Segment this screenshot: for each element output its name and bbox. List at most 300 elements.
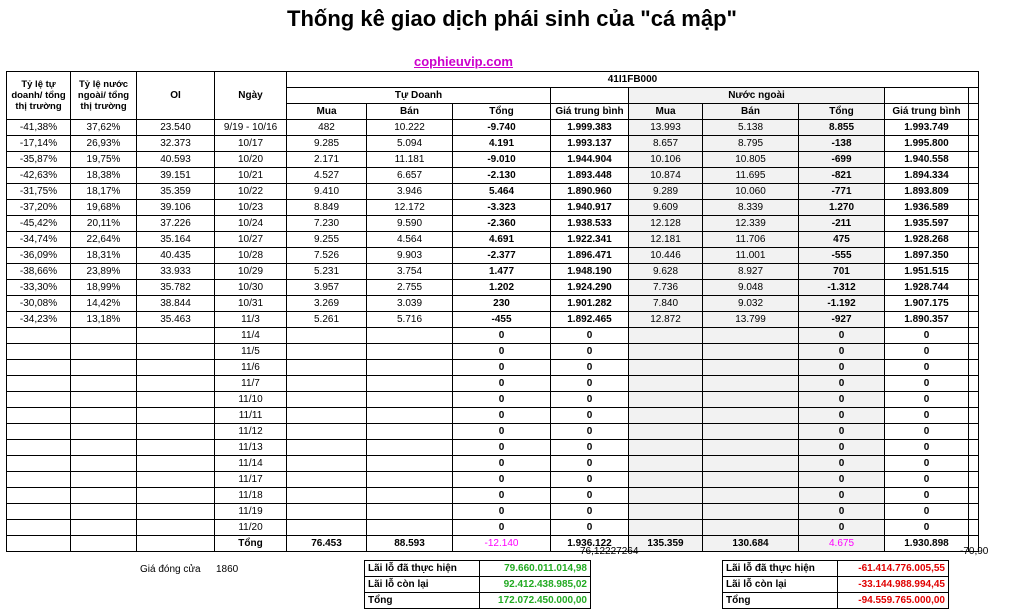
cell-extra bbox=[969, 280, 979, 296]
header-tu-doanh: Tự Doanh bbox=[287, 88, 551, 104]
cell-tu-doanh-gia: 1.948.190 bbox=[551, 264, 629, 280]
cell-date: 11/12 bbox=[215, 424, 287, 440]
total-tu-doanh-ban: 88.593 bbox=[367, 536, 453, 552]
cell-tu-doanh-ban bbox=[367, 376, 453, 392]
cell-nuoc-ngoai-gia: 0 bbox=[885, 472, 969, 488]
table-row bbox=[7, 280, 979, 296]
header-ty-le-nuoc-ngoai: Tỷ lệ nước ngoài/ tổng thị trường bbox=[71, 72, 137, 120]
cell-oi: 38.844 bbox=[137, 296, 215, 312]
header-tu-doanh-ban: Bán bbox=[367, 104, 453, 120]
cell-nuoc-ngoai-ban bbox=[703, 440, 799, 456]
header-ngay: Ngày bbox=[215, 72, 287, 120]
cell-extra bbox=[969, 136, 979, 152]
cell-oi bbox=[137, 456, 215, 472]
cell-nuoc-ngoai-gia: 0 bbox=[885, 376, 969, 392]
cell-tu-doanh-mua bbox=[287, 328, 367, 344]
cell-extra bbox=[969, 216, 979, 232]
gia-dong-cua-value: 1860 bbox=[216, 564, 239, 575]
cell-nuoc-ngoai-tong: 0 bbox=[799, 440, 885, 456]
cell-tu-doanh-tong: -2.360 bbox=[453, 216, 551, 232]
cell-ty-le-nuoc-ngoai bbox=[71, 456, 137, 472]
cell-date: 11/19 bbox=[215, 504, 287, 520]
cell-tu-doanh-ban bbox=[367, 360, 453, 376]
cell-nuoc-ngoai-ban bbox=[703, 504, 799, 520]
cell-nuoc-ngoai-tong: -1.192 bbox=[799, 296, 885, 312]
cell-nuoc-ngoai-mua: 10.446 bbox=[629, 248, 703, 264]
cell-oi: 39.106 bbox=[137, 200, 215, 216]
cell-nuoc-ngoai-mua: 8.657 bbox=[629, 136, 703, 152]
cell-nuoc-ngoai-gia: 1.890.357 bbox=[885, 312, 969, 328]
cell-tu-doanh-tong: 0 bbox=[453, 456, 551, 472]
cell-ty-le-tu-doanh: -35,87% bbox=[7, 152, 71, 168]
cell-tu-doanh-mua bbox=[287, 488, 367, 504]
table-row bbox=[7, 360, 979, 376]
cell-tu-doanh-mua bbox=[287, 472, 367, 488]
cell-tu-doanh-gia: 1.922.341 bbox=[551, 232, 629, 248]
cell-tu-doanh-ban bbox=[367, 488, 453, 504]
cell-nuoc-ngoai-tong: 0 bbox=[799, 328, 885, 344]
cell-nuoc-ngoai-mua: 10.874 bbox=[629, 168, 703, 184]
cell-nuoc-ngoai-ban bbox=[703, 392, 799, 408]
header-tu-doanh-mua: Mua bbox=[287, 104, 367, 120]
site-link[interactable]: cophieuvip.com bbox=[414, 54, 513, 69]
cell-nuoc-ngoai-tong: 0 bbox=[799, 392, 885, 408]
nuoc-ngoai-avg-note: -70,90 bbox=[960, 546, 989, 557]
cell-tu-doanh-mua: 3.269 bbox=[287, 296, 367, 312]
cell-nuoc-ngoai-mua bbox=[629, 488, 703, 504]
cell-nuoc-ngoai-gia: 1.940.558 bbox=[885, 152, 969, 168]
cell-tu-doanh-tong: 1.477 bbox=[453, 264, 551, 280]
cell-date: 11/13 bbox=[215, 440, 287, 456]
cell-date: 10/23 bbox=[215, 200, 287, 216]
table-row bbox=[7, 168, 979, 184]
cell-tu-doanh-tong: 4.691 bbox=[453, 232, 551, 248]
cell-date: 10/21 bbox=[215, 168, 287, 184]
table-row bbox=[7, 344, 979, 360]
cell-tu-doanh-gia: 0 bbox=[551, 392, 629, 408]
table-row bbox=[7, 488, 979, 504]
cell-tu-doanh-tong: -2.377 bbox=[453, 248, 551, 264]
cell-nuoc-ngoai-mua: 7.840 bbox=[629, 296, 703, 312]
cell-ty-le-tu-doanh: -41,38% bbox=[7, 120, 71, 136]
cell-ty-le-tu-doanh bbox=[7, 472, 71, 488]
table-row bbox=[7, 312, 979, 328]
cell-nuoc-ngoai-gia: 1.951.515 bbox=[885, 264, 969, 280]
cell-extra bbox=[969, 376, 979, 392]
table-row bbox=[7, 376, 979, 392]
cell-ty-le-tu-doanh: -34,23% bbox=[7, 312, 71, 328]
cell-tu-doanh-ban: 11.181 bbox=[367, 152, 453, 168]
cell-date: 10/31 bbox=[215, 296, 287, 312]
cell-ty-le-tu-doanh: -30,08% bbox=[7, 296, 71, 312]
cell-oi bbox=[137, 328, 215, 344]
cell-date: 11/14 bbox=[215, 456, 287, 472]
cell-nuoc-ngoai-gia: 1.893.809 bbox=[885, 184, 969, 200]
cell-nuoc-ngoai-tong: 701 bbox=[799, 264, 885, 280]
cell-extra bbox=[969, 312, 979, 328]
cell-nuoc-ngoai-mua bbox=[629, 504, 703, 520]
cell-nuoc-ngoai-ban: 8.795 bbox=[703, 136, 799, 152]
cell-oi bbox=[137, 360, 215, 376]
cell-nuoc-ngoai-ban bbox=[703, 520, 799, 536]
gia-dong-cua-label: Giá đóng cửa bbox=[140, 564, 201, 575]
cell-extra bbox=[969, 120, 979, 136]
cell-ty-le-nuoc-ngoai: 22,64% bbox=[71, 232, 137, 248]
summary-tu-doanh-total-value: 172.072.450.000,00 bbox=[480, 593, 591, 609]
table-row bbox=[7, 440, 979, 456]
cell-ty-le-nuoc-ngoai bbox=[71, 408, 137, 424]
header-nuoc-ngoai-ban: Bán bbox=[703, 104, 799, 120]
cell-extra bbox=[969, 520, 979, 536]
cell-nuoc-ngoai-ban bbox=[703, 344, 799, 360]
cell-extra bbox=[969, 248, 979, 264]
cell-nuoc-ngoai-ban: 13.799 bbox=[703, 312, 799, 328]
total-nuoc-ngoai-ban: 130.684 bbox=[703, 536, 799, 552]
cell-ty-le-nuoc-ngoai: 18,17% bbox=[71, 184, 137, 200]
cell-ty-le-tu-doanh bbox=[7, 440, 71, 456]
cell-date: 10/30 bbox=[215, 280, 287, 296]
cell-date: 11/17 bbox=[215, 472, 287, 488]
cell-oi: 40.435 bbox=[137, 248, 215, 264]
summary-nuoc-ngoai-remaining-label: Lãi lỗ còn lại bbox=[723, 577, 838, 593]
cell-ty-le-tu-doanh: -36,09% bbox=[7, 248, 71, 264]
cell-tu-doanh-ban: 3.754 bbox=[367, 264, 453, 280]
cell-nuoc-ngoai-tong: -1.312 bbox=[799, 280, 885, 296]
cell-oi: 32.373 bbox=[137, 136, 215, 152]
cell-tu-doanh-ban bbox=[367, 328, 453, 344]
cell-oi: 35.463 bbox=[137, 312, 215, 328]
cell-tu-doanh-mua: 5.261 bbox=[287, 312, 367, 328]
cell-extra bbox=[969, 152, 979, 168]
cell-tu-doanh-gia: 0 bbox=[551, 504, 629, 520]
total-row bbox=[7, 536, 979, 552]
cell-ty-le-tu-doanh bbox=[7, 520, 71, 536]
cell-ty-le-nuoc-ngoai bbox=[71, 504, 137, 520]
cell-nuoc-ngoai-mua bbox=[629, 440, 703, 456]
table-row bbox=[7, 424, 979, 440]
cell-ty-le-nuoc-ngoai: 13,18% bbox=[71, 312, 137, 328]
cell-tu-doanh-ban bbox=[367, 440, 453, 456]
cell-nuoc-ngoai-tong: 0 bbox=[799, 520, 885, 536]
cell-nuoc-ngoai-tong: 0 bbox=[799, 456, 885, 472]
cell-oi: 23.540 bbox=[137, 120, 215, 136]
cell-nuoc-ngoai-mua: 10.106 bbox=[629, 152, 703, 168]
cell-nuoc-ngoai-gia: 1.907.175 bbox=[885, 296, 969, 312]
header-ty-le-tu-doanh: Tỷ lệ tự doanh/ tổng thị trường bbox=[7, 72, 71, 120]
cell-nuoc-ngoai-ban: 9.048 bbox=[703, 280, 799, 296]
cell-ty-le-nuoc-ngoai bbox=[71, 440, 137, 456]
cell-tu-doanh-tong: -2.130 bbox=[453, 168, 551, 184]
cell-nuoc-ngoai-ban bbox=[703, 328, 799, 344]
cell-nuoc-ngoai-mua bbox=[629, 456, 703, 472]
cell-tu-doanh-mua bbox=[287, 504, 367, 520]
cell-nuoc-ngoai-tong: -211 bbox=[799, 216, 885, 232]
cell-nuoc-ngoai-gia: 0 bbox=[885, 504, 969, 520]
cell-tu-doanh-mua bbox=[287, 408, 367, 424]
cell-nuoc-ngoai-gia: 0 bbox=[885, 456, 969, 472]
cell-nuoc-ngoai-tong: 0 bbox=[799, 360, 885, 376]
cell-ty-le-tu-doanh: -33,30% bbox=[7, 280, 71, 296]
cell-nuoc-ngoai-tong: 475 bbox=[799, 232, 885, 248]
cell-tu-doanh-mua: 9.410 bbox=[287, 184, 367, 200]
cell-nuoc-ngoai-tong: -927 bbox=[799, 312, 885, 328]
cell-tu-doanh-gia: 1.893.448 bbox=[551, 168, 629, 184]
cell-nuoc-ngoai-ban: 8.339 bbox=[703, 200, 799, 216]
cell-extra bbox=[969, 456, 979, 472]
cell-nuoc-ngoai-gia: 1.936.589 bbox=[885, 200, 969, 216]
cell-date: 11/4 bbox=[215, 328, 287, 344]
cell-tu-doanh-tong: -9.010 bbox=[453, 152, 551, 168]
cell-tu-doanh-ban: 5.094 bbox=[367, 136, 453, 152]
cell-ty-le-tu-doanh bbox=[7, 344, 71, 360]
cell-nuoc-ngoai-gia: 0 bbox=[885, 520, 969, 536]
cell-oi: 33.933 bbox=[137, 264, 215, 280]
cell-tu-doanh-gia: 0 bbox=[551, 488, 629, 504]
cell-tu-doanh-gia: 0 bbox=[551, 456, 629, 472]
cell-nuoc-ngoai-gia: 1.928.268 bbox=[885, 232, 969, 248]
cell-nuoc-ngoai-mua bbox=[629, 344, 703, 360]
cell-date: 9/19 - 10/16 bbox=[215, 120, 287, 136]
cell-nuoc-ngoai-ban bbox=[703, 488, 799, 504]
table-row bbox=[7, 248, 979, 264]
cell-tu-doanh-ban: 4.564 bbox=[367, 232, 453, 248]
cell-ty-le-nuoc-ngoai bbox=[71, 344, 137, 360]
cell-date: 11/20 bbox=[215, 520, 287, 536]
cell-extra bbox=[969, 296, 979, 312]
cell-oi: 40.593 bbox=[137, 152, 215, 168]
summary-tu-doanh-remaining-label: Lãi lỗ còn lại bbox=[365, 577, 480, 593]
cell-oi bbox=[137, 392, 215, 408]
cell-nuoc-ngoai-gia: 0 bbox=[885, 440, 969, 456]
cell-nuoc-ngoai-mua bbox=[629, 424, 703, 440]
cell-nuoc-ngoai-gia: 1.894.334 bbox=[885, 168, 969, 184]
table-row bbox=[7, 520, 979, 536]
cell-ty-le-nuoc-ngoai: 19,75% bbox=[71, 152, 137, 168]
cell-tu-doanh-mua: 7.230 bbox=[287, 216, 367, 232]
table-row bbox=[7, 152, 979, 168]
cell-tu-doanh-tong: 0 bbox=[453, 440, 551, 456]
cell-tu-doanh-mua bbox=[287, 440, 367, 456]
cell-date: 10/27 bbox=[215, 232, 287, 248]
cell-date: 10/17 bbox=[215, 136, 287, 152]
cell-ty-le-nuoc-ngoai: 18,31% bbox=[71, 248, 137, 264]
cell-nuoc-ngoai-gia: 0 bbox=[885, 360, 969, 376]
cell-tu-doanh-tong: 0 bbox=[453, 504, 551, 520]
cell-tu-doanh-ban bbox=[367, 456, 453, 472]
cell-oi bbox=[137, 440, 215, 456]
cell-tu-doanh-gia: 1.999.383 bbox=[551, 120, 629, 136]
cell-ty-le-nuoc-ngoai bbox=[71, 376, 137, 392]
cell-nuoc-ngoai-tong: 0 bbox=[799, 424, 885, 440]
summary-tu-doanh bbox=[364, 560, 591, 609]
cell-tu-doanh-ban bbox=[367, 392, 453, 408]
cell-extra bbox=[969, 472, 979, 488]
cell-tu-doanh-ban bbox=[367, 424, 453, 440]
cell-ty-le-tu-doanh bbox=[7, 456, 71, 472]
table-body bbox=[7, 120, 979, 536]
cell-nuoc-ngoai-tong: -821 bbox=[799, 168, 885, 184]
table-row bbox=[7, 216, 979, 232]
cell-tu-doanh-gia: 1.940.917 bbox=[551, 200, 629, 216]
cell-nuoc-ngoai-mua: 7.736 bbox=[629, 280, 703, 296]
header-nuoc-ngoai-mua: Mua bbox=[629, 104, 703, 120]
header-contract: 41I1FB000 bbox=[287, 72, 979, 88]
table-row bbox=[7, 328, 979, 344]
cell-tu-doanh-gia: 0 bbox=[551, 520, 629, 536]
cell-tu-doanh-tong: 0 bbox=[453, 328, 551, 344]
cell-ty-le-nuoc-ngoai bbox=[71, 520, 137, 536]
table-row bbox=[7, 408, 979, 424]
cell-tu-doanh-mua: 5.231 bbox=[287, 264, 367, 280]
cell-tu-doanh-tong: 0 bbox=[453, 488, 551, 504]
cell-tu-doanh-gia: 0 bbox=[551, 424, 629, 440]
cell-oi bbox=[137, 520, 215, 536]
cell-tu-doanh-gia: 0 bbox=[551, 344, 629, 360]
cell-date: 10/24 bbox=[215, 216, 287, 232]
cell-nuoc-ngoai-mua bbox=[629, 360, 703, 376]
cell-nuoc-ngoai-mua: 12.128 bbox=[629, 216, 703, 232]
data-table bbox=[6, 71, 979, 552]
table-row bbox=[7, 264, 979, 280]
cell-nuoc-ngoai-tong: 0 bbox=[799, 408, 885, 424]
cell-ty-le-nuoc-ngoai bbox=[71, 328, 137, 344]
summary-nuoc-ngoai-total-label: Tổng bbox=[723, 593, 838, 609]
cell-nuoc-ngoai-mua: 12.872 bbox=[629, 312, 703, 328]
cell-nuoc-ngoai-tong: 0 bbox=[799, 488, 885, 504]
cell-ty-le-tu-doanh: -38,66% bbox=[7, 264, 71, 280]
cell-tu-doanh-tong: -455 bbox=[453, 312, 551, 328]
cell-nuoc-ngoai-mua bbox=[629, 472, 703, 488]
cell-tu-doanh-gia: 1.944.904 bbox=[551, 152, 629, 168]
cell-tu-doanh-mua: 4.527 bbox=[287, 168, 367, 184]
cell-ty-le-nuoc-ngoai: 18,99% bbox=[71, 280, 137, 296]
cell-ty-le-tu-doanh bbox=[7, 360, 71, 376]
cell-nuoc-ngoai-mua bbox=[629, 392, 703, 408]
cell-tu-doanh-tong: 0 bbox=[453, 392, 551, 408]
cell-oi: 37.226 bbox=[137, 216, 215, 232]
cell-tu-doanh-mua: 3.957 bbox=[287, 280, 367, 296]
table-row bbox=[7, 120, 979, 136]
cell-tu-doanh-tong: -9.740 bbox=[453, 120, 551, 136]
cell-tu-doanh-ban bbox=[367, 408, 453, 424]
cell-extra bbox=[969, 488, 979, 504]
cell-ty-le-tu-doanh: -37,20% bbox=[7, 200, 71, 216]
cell-extra bbox=[969, 184, 979, 200]
cell-oi: 39.151 bbox=[137, 168, 215, 184]
cell-tu-doanh-mua: 2.171 bbox=[287, 152, 367, 168]
tu-doanh-avg-note: 76,12227264 bbox=[580, 546, 639, 557]
cell-nuoc-ngoai-tong: 0 bbox=[799, 472, 885, 488]
cell-ty-le-tu-doanh: -42,63% bbox=[7, 168, 71, 184]
cell-nuoc-ngoai-tong: -771 bbox=[799, 184, 885, 200]
cell-ty-le-nuoc-ngoai: 20,11% bbox=[71, 216, 137, 232]
cell-nuoc-ngoai-mua: 9.628 bbox=[629, 264, 703, 280]
cell-tu-doanh-mua bbox=[287, 456, 367, 472]
cell-nuoc-ngoai-tong: 0 bbox=[799, 504, 885, 520]
cell-tu-doanh-tong: 0 bbox=[453, 472, 551, 488]
cell-tu-doanh-ban: 2.755 bbox=[367, 280, 453, 296]
cell-tu-doanh-ban bbox=[367, 472, 453, 488]
cell-ty-le-tu-doanh bbox=[7, 328, 71, 344]
cell-tu-doanh-gia: 1.901.282 bbox=[551, 296, 629, 312]
cell-oi bbox=[137, 504, 215, 520]
cell-ty-le-tu-doanh bbox=[7, 504, 71, 520]
cell-tu-doanh-mua bbox=[287, 376, 367, 392]
cell-ty-le-nuoc-ngoai bbox=[71, 392, 137, 408]
cell-nuoc-ngoai-tong: 1.270 bbox=[799, 200, 885, 216]
cell-tu-doanh-gia: 1.896.471 bbox=[551, 248, 629, 264]
cell-nuoc-ngoai-ban bbox=[703, 456, 799, 472]
cell-tu-doanh-gia: 0 bbox=[551, 408, 629, 424]
cell-tu-doanh-mua bbox=[287, 392, 367, 408]
summary-tu-doanh-remaining-value: 92.412.438.985,02 bbox=[480, 577, 591, 593]
cell-nuoc-ngoai-gia: 0 bbox=[885, 488, 969, 504]
cell-ty-le-nuoc-ngoai: 23,89% bbox=[71, 264, 137, 280]
cell-oi bbox=[137, 344, 215, 360]
cell-tu-doanh-gia: 1.938.533 bbox=[551, 216, 629, 232]
cell-tu-doanh-gia: 1.892.465 bbox=[551, 312, 629, 328]
cell-ty-le-tu-doanh bbox=[7, 376, 71, 392]
cell-ty-le-nuoc-ngoai bbox=[71, 424, 137, 440]
cell-nuoc-ngoai-tong: -555 bbox=[799, 248, 885, 264]
cell-nuoc-ngoai-ban: 10.805 bbox=[703, 152, 799, 168]
cell-tu-doanh-ban bbox=[367, 504, 453, 520]
table-row bbox=[7, 504, 979, 520]
total-tu-doanh-gia: 1.936.122 bbox=[551, 536, 629, 552]
cell-tu-doanh-ban: 10.222 bbox=[367, 120, 453, 136]
cell-ty-le-tu-doanh: -17,14% bbox=[7, 136, 71, 152]
cell-tu-doanh-ban bbox=[367, 520, 453, 536]
cell-tu-doanh-tong: 0 bbox=[453, 424, 551, 440]
cell-tu-doanh-tong: 0 bbox=[453, 408, 551, 424]
cell-nuoc-ngoai-ban: 11.706 bbox=[703, 232, 799, 248]
cell-nuoc-ngoai-ban: 5.138 bbox=[703, 120, 799, 136]
cell-oi bbox=[137, 472, 215, 488]
cell-nuoc-ngoai-ban: 8.927 bbox=[703, 264, 799, 280]
cell-ty-le-tu-doanh bbox=[7, 408, 71, 424]
table-row bbox=[7, 296, 979, 312]
cell-tu-doanh-ban: 3.946 bbox=[367, 184, 453, 200]
cell-nuoc-ngoai-tong: -138 bbox=[799, 136, 885, 152]
summary-nuoc-ngoai-remaining-value: -33.144.988.994,45 bbox=[838, 577, 949, 593]
cell-tu-doanh-tong: 1.202 bbox=[453, 280, 551, 296]
cell-nuoc-ngoai-gia: 0 bbox=[885, 328, 969, 344]
cell-nuoc-ngoai-ban bbox=[703, 472, 799, 488]
total-nuoc-ngoai-mua: 135.359 bbox=[629, 536, 703, 552]
cell-tu-doanh-ban: 12.172 bbox=[367, 200, 453, 216]
page-title: Thống kê giao dịch phái sinh của "cá mập" bbox=[287, 6, 737, 31]
cell-tu-doanh-tong: 0 bbox=[453, 376, 551, 392]
cell-nuoc-ngoai-mua: 12.181 bbox=[629, 232, 703, 248]
header-nuoc-ngoai-tong: Tổng bbox=[799, 104, 885, 120]
cell-nuoc-ngoai-mua: 9.289 bbox=[629, 184, 703, 200]
cell-nuoc-ngoai-mua bbox=[629, 408, 703, 424]
cell-tu-doanh-mua: 7.526 bbox=[287, 248, 367, 264]
cell-ty-le-tu-doanh bbox=[7, 488, 71, 504]
cell-extra bbox=[969, 360, 979, 376]
cell-nuoc-ngoai-tong: 0 bbox=[799, 376, 885, 392]
cell-tu-doanh-tong: 4.191 bbox=[453, 136, 551, 152]
cell-extra bbox=[969, 440, 979, 456]
table-row bbox=[7, 472, 979, 488]
cell-date: 10/28 bbox=[215, 248, 287, 264]
header-tu-doanh-gia: Giá trung bình bbox=[551, 104, 629, 120]
cell-tu-doanh-gia: 1.890.960 bbox=[551, 184, 629, 200]
cell-date: 11/18 bbox=[215, 488, 287, 504]
cell-nuoc-ngoai-mua bbox=[629, 520, 703, 536]
cell-tu-doanh-gia: 0 bbox=[551, 472, 629, 488]
cell-oi bbox=[137, 488, 215, 504]
